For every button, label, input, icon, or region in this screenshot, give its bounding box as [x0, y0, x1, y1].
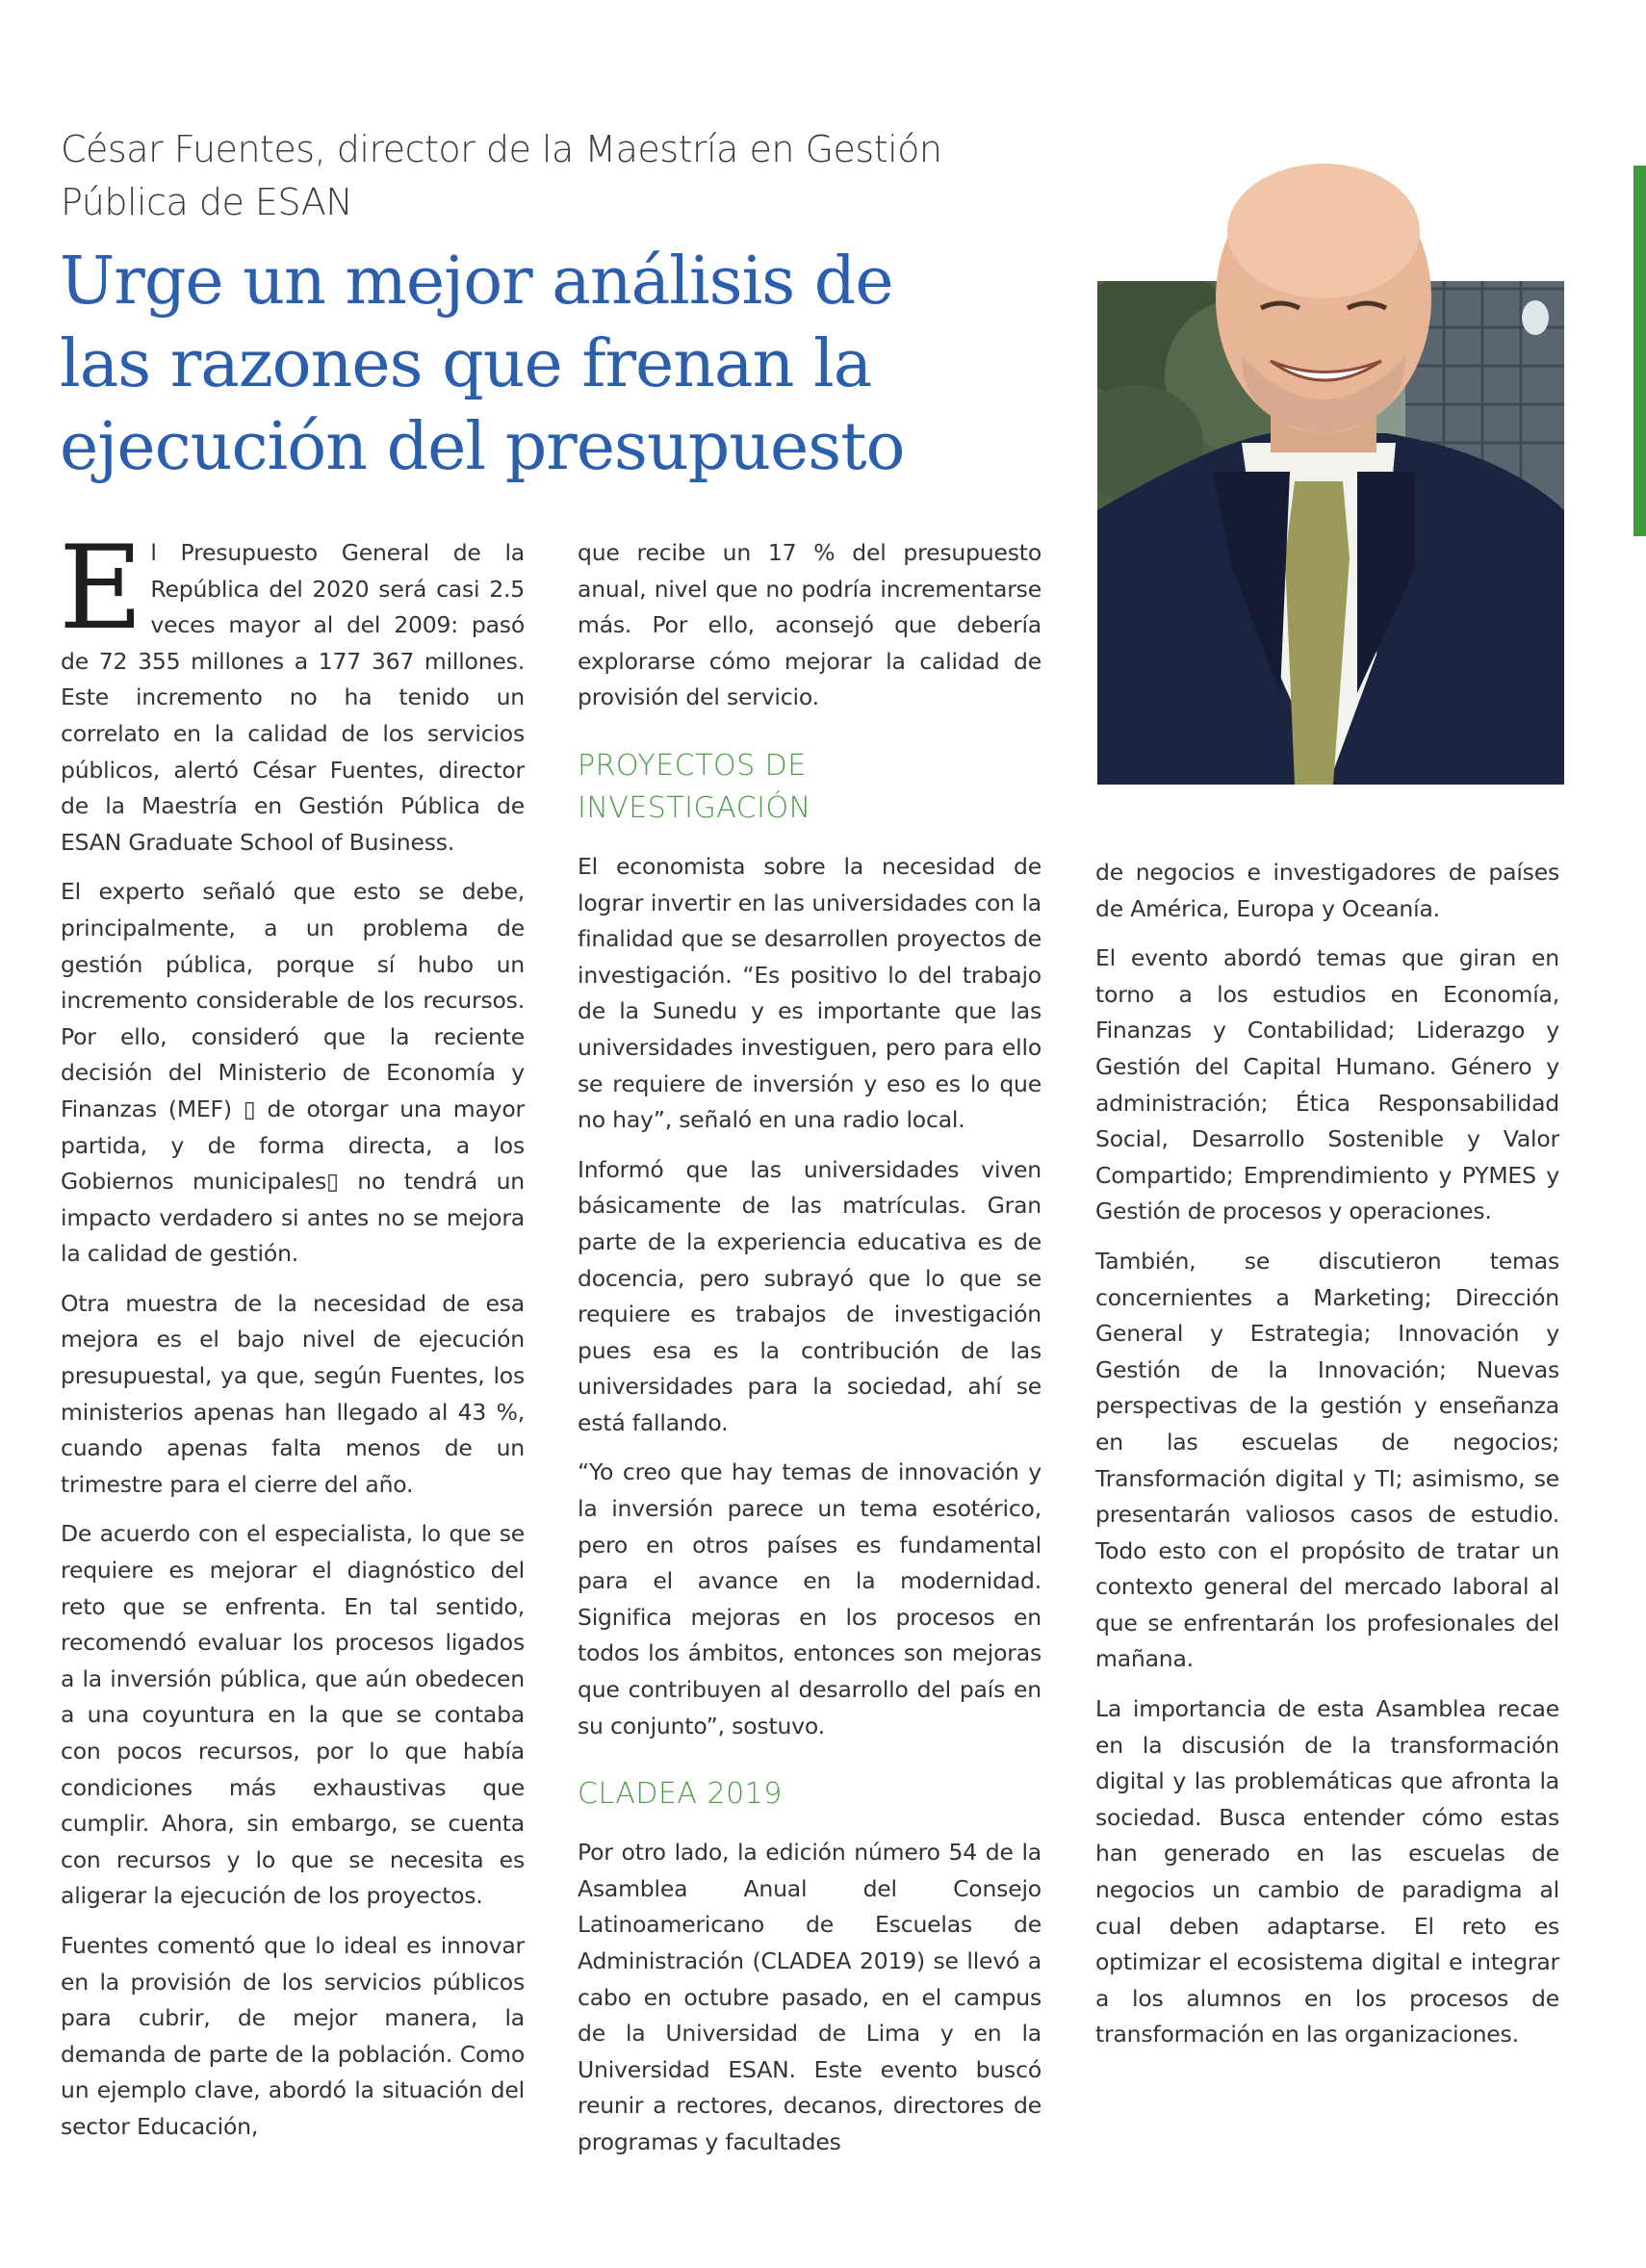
section-heading-proyectos: PROYECTOS DE INVESTIGACIÓN — [578, 748, 811, 825]
title-line: ejecución del presupuesto — [60, 409, 905, 485]
article-paragraph: Otra muestra de la necesidad de esa mejora es el bajo nivel de ejecución presupuestal, ya que, según Fuentes, los ministerios apenas han llegado al 43 %, cuando apenas falta menos de un trimestre para el cierre del año. — [61, 1289, 525, 1498]
lead-text: l Presupuesto General de la República del 2020 será casi 2.5 veces mayor al del 2009: pasó de 72 355 millones a 177 367 millones. Este incremento no ha tenido un correlato en la calidad de los servicios públicos, alertó César Fuentes, director de la Maestría en Gestión Pública de ESAN Graduate School of Business. — [61, 539, 525, 856]
kicker-line: Pública de ESAN — [61, 181, 353, 223]
article-kicker — [61, 123, 1023, 229]
title-line: Urge un mejor análisis de — [60, 244, 893, 320]
article-paragraph: “Yo creo que hay temas de innovación y la inversión parece un tema esotérico, pero en otros países es fundamental para el avance en la modernidad. Significa mejoras en los procesos en todos los ámbitos, entonces son mejoras que contribuyen al desarrollo del país en su conjunto”, sostuvo. — [578, 1458, 1042, 1740]
article-paragraph: El experto señaló que esto se debe, principalmente, a un problema de gestión pública, porque sí hubo un incremento considerable de los recursos. Por ello, consideró que la reciente decisión del Ministerio de Economía y Finanzas (MEF) ▯ de otorgar una mayor partida, y de forma directa, a los Gobiernos municipales▯ no tendrá un impacto verdadero si antes no se mejora la calidad de gestión. — [61, 878, 525, 1268]
article-title — [60, 241, 1080, 489]
article-paragraph: Informó que las universidades viven básicamente de las matrículas. Gran parte de la experiencia educativa es de docencia, pero subrayó que lo que se requiere es trabajos de investigación pues esa es la contribución de las universidades para la sociedad, ahí se está fallando. — [578, 1155, 1042, 1436]
portrait-photo — [1097, 154, 1564, 785]
article-paragraph: que recibe un 17 % del presupuesto anual, nivel que no podría incrementarse más. Por ello, aconsejó que debería explorarse cómo mejorar la calidad de provisión del servicio. — [578, 539, 1042, 711]
article-column-3 — [1095, 855, 1559, 2067]
article-column-2 — [578, 535, 1042, 2175]
article-paragraph: Fuentes comentó que lo ideal es innovar en la provisión de los servicios públicos para cubrir, de mejor manera, la demanda de parte de la población. Como un ejemplo clave, abordó la situación del sector Educación, — [61, 1931, 525, 2140]
section-heading-cladea: CLADEA 2019 — [578, 1777, 783, 1812]
article-paragraph: El evento abordó temas que giran en torno a los estudios en Economía, Finanzas y Contabilidad; Liderazgo y Gestión del Capital Humano. Género y administración; Ética Responsabilidad Social, Desarrollo Sostenible y Valor Compartido; Emprendimiento y PYMES y Gestión de procesos y operaciones. — [1095, 944, 1559, 1225]
article-paragraph: También, se discutieron temas concernientes a Marketing; Dirección General y Estrategia; Innovación y Gestión de la Innovación; Nuevas perspectivas de la gestión y enseñanza en las escuelas de negocios; Transformación digital y TI; asimismo, se presentarán valiosos casos de estudio. Todo esto con el propósito de tratar un contexto general del mercado laboral al que se enfrentarán los profesionales del mañana. — [1095, 1247, 1559, 1673]
portrait-illustration — [1097, 154, 1564, 785]
article-paragraph: La importancia de esta Asamblea recae en la discusión de la transformación digital y las problemáticas que afronta la sociedad. Busca entender cómo estas han generado en las escuelas de negocios un cambio de paradigma al cual deben adaptarse. El reto es optimizar el ecosistema digital e integrar a los alumnos en los procesos de transformación en las organizaciones. — [1095, 1695, 1559, 2049]
drop-cap: E — [59, 522, 143, 656]
article-column-1 — [59, 522, 525, 2159]
title-line: las razones que frenan la — [60, 326, 872, 402]
article-paragraph: Por otro lado, la edición número 54 de la Asamblea Anual del Consejo Latinoamericano de Escuelas de Administración (CLADEA 2019) se llevó a cabo en octubre pasado, en el campus de la Universidad de Lima y en la Universidad ESAN. Este evento buscó reunir a rectores, decanos, directores de programas y facultades — [578, 1839, 1042, 2155]
accent-bar — [1633, 166, 1646, 536]
article-paragraph: El economista sobre la necesidad de lograr invertir en las universidades con la finalidad que se desarrollen proyectos de investigación. “Es positivo lo del trabajo de la Sunedu y es importante que las universidades investiguen, pero para ello se requiere de inversión y eso es lo que no hay”, señaló en una radio local. — [578, 852, 1042, 1134]
article-paragraph — [59, 522, 525, 861]
article-paragraph: De acuerdo con el especialista, lo que se requiere es mejorar el diagnóstico del reto que se enfrenta. En tal sentido, recomendó evaluar los procesos ligados a la inversión pública, que aún obedecen a una coyuntura en la que se contaba con pocos recursos, por lo que había condiciones más exhaustivas que cumplir. Ahora, sin embargo, se cuenta con recursos y lo que se necesita es aligerar la ejecución de los proyectos. — [61, 1520, 525, 1910]
article-paragraph: de negocios e investigadores de países de América, Europa y Oceanía. — [1095, 859, 1559, 922]
kicker-line: César Fuentes, director de la Maestría en Gestión — [61, 128, 942, 170]
